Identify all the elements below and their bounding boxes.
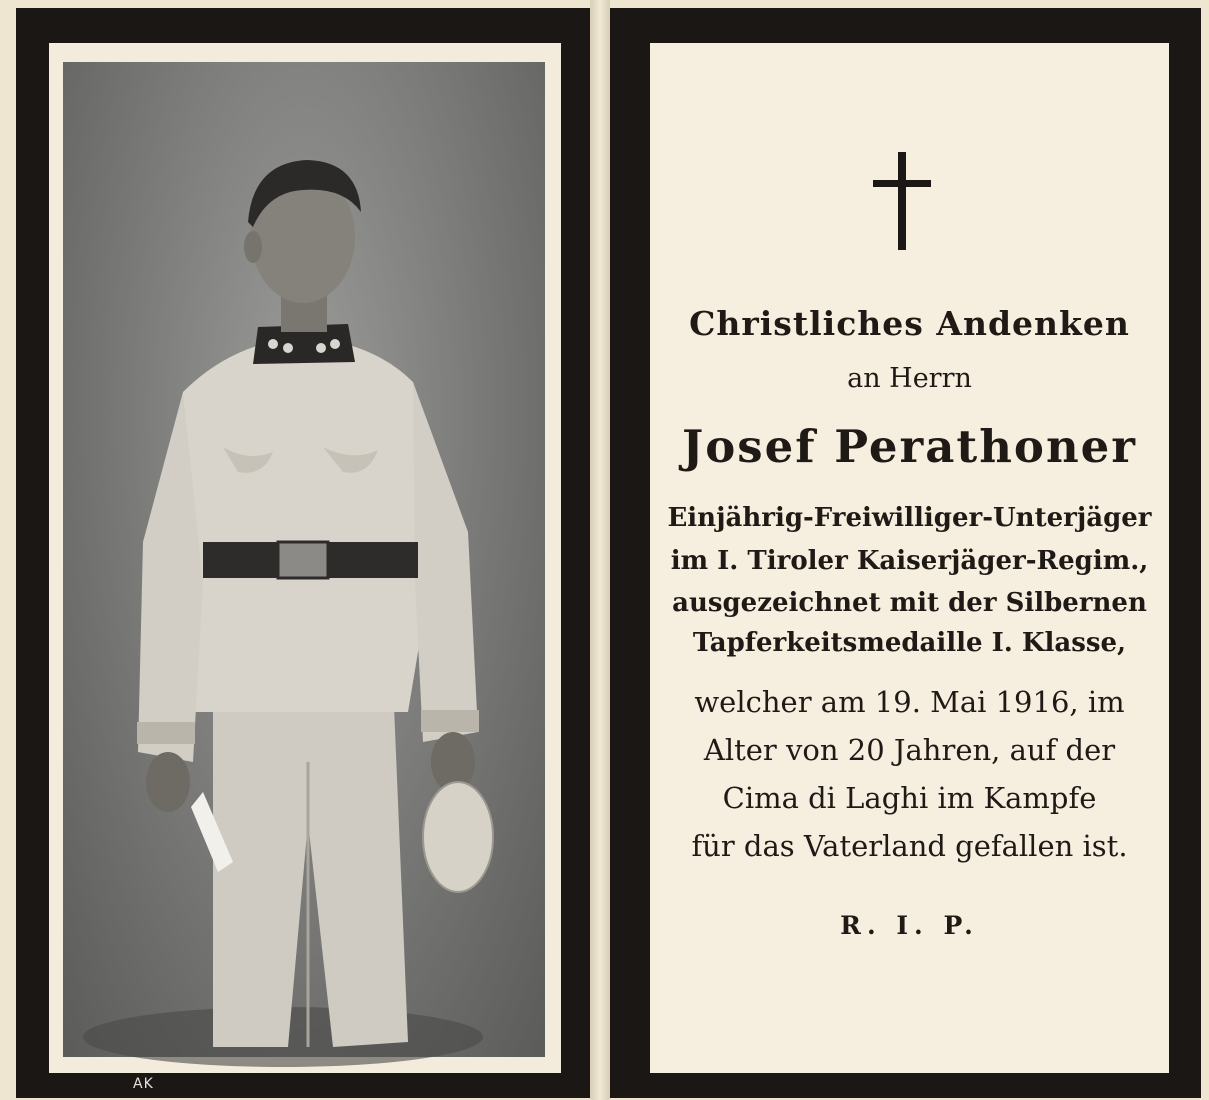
dedication-line: an Herrn [847, 363, 972, 394]
cross-vertical-bar [898, 152, 906, 250]
latin-cross-icon [873, 152, 931, 250]
soldier-portrait-photo [63, 62, 545, 1092]
deceased-name: Josef Perathoner [682, 420, 1137, 473]
rip-closing: R. I. P. [840, 911, 979, 940]
heading: Christliches Andenken [689, 304, 1130, 343]
rank-line: ausgezeichnet mit der Silbernen [672, 588, 1147, 618]
body-line: für das Vaterland gefallen ist. [691, 829, 1128, 863]
body-line: Alter von 20 Jahren, auf der [703, 733, 1116, 767]
rank-line: Einjährig-Freiwilliger-Unterjäger [667, 503, 1152, 533]
cross-horizontal-bar [873, 180, 931, 187]
body-line: welcher am 19. Mai 1916, im [694, 685, 1125, 719]
body-line: Cima di Laghi im Kampfe [722, 781, 1097, 815]
rank-line: im I. Tiroler Kaiserjäger-Regim., [670, 546, 1149, 576]
card-fold [590, 0, 610, 1100]
soldier-figure [63, 62, 545, 1057]
rank-line: Tapferkeitsmedaille I. Klasse, [692, 628, 1127, 658]
photographer-monogram: AK [133, 1076, 154, 1092]
